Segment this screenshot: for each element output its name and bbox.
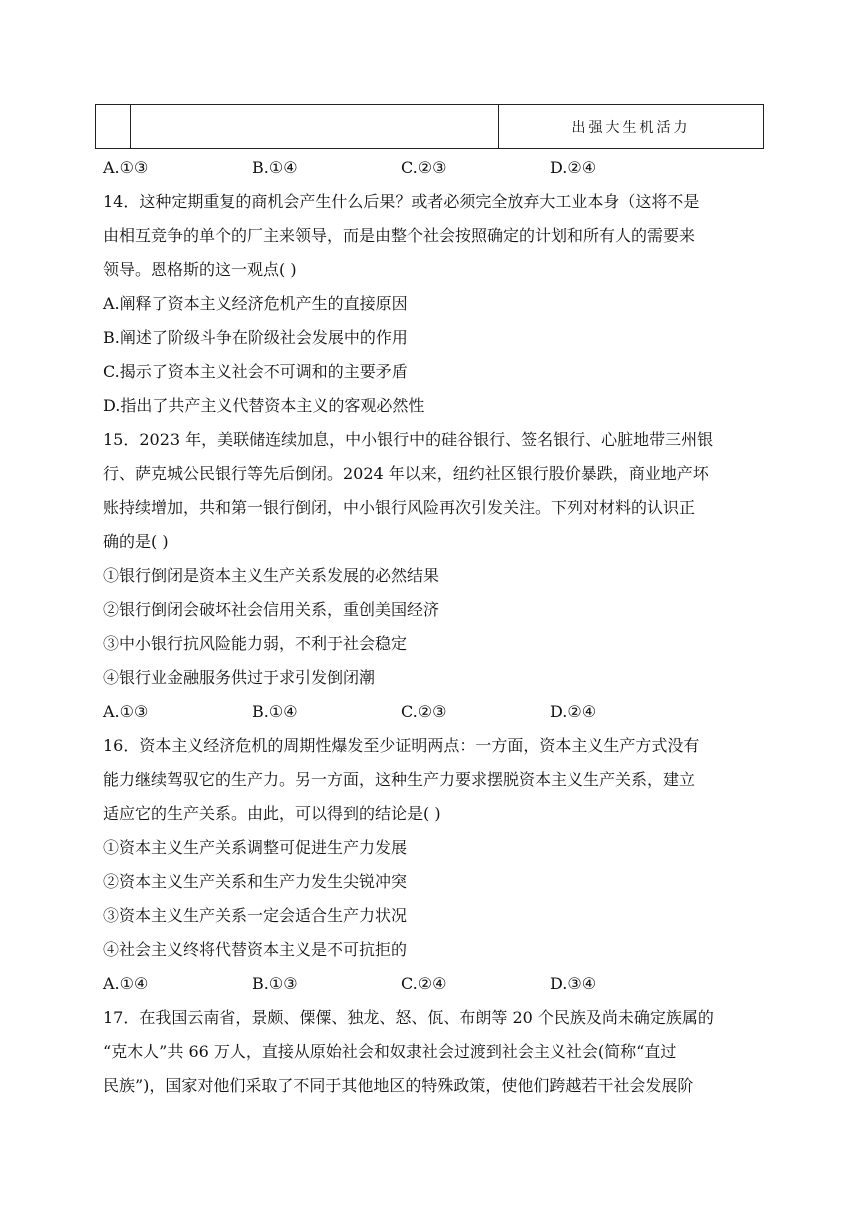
q15-options	[103, 695, 765, 729]
q14-choice-c: C.揭示了资本主义社会不可调和的主要矛盾	[103, 362, 408, 381]
q15-stem-line: 确的是( )	[103, 532, 169, 551]
q16-item: ③资本主义生产关系一定会适合生产力状况	[103, 906, 408, 925]
option-a: A.①③	[103, 702, 149, 721]
answer-table	[95, 104, 764, 149]
table-divider	[130, 105, 131, 148]
option-d: D.②④	[550, 158, 597, 177]
q14-choice-b: B.阐述了阶级斗争在阶级社会发展中的作用	[103, 328, 408, 347]
q16-stem-line: 16．资本主义经济危机的周期性爆发至少证明两点：一方面，资本主义生产方式没有	[103, 736, 700, 755]
option-d: D.②④	[550, 702, 597, 721]
q15-item: ④银行业金融服务供过于求引发倒闭潮	[103, 668, 376, 687]
q17-stem-line: 民族”)，国家对他们采取了不同于其他地区的特殊政策，使他们跨越若干社会发展阶	[103, 1076, 694, 1095]
option-a: A.①④	[103, 974, 149, 993]
q14-stem-line: 由相互竞争的单个的厂主来领导，而是由整个社会按照确定的计划和所有人的需要来	[103, 226, 696, 245]
option-b: B.①③	[252, 974, 298, 993]
question-content	[103, 151, 765, 1103]
q14-choice-d: D.指出了共产主义代替资本主义的客观必然性	[103, 396, 425, 415]
q16-stem-line: 能力继续驾驭它的生产力。另一方面，这种生产力要求摆脱资本主义生产关系，建立	[103, 770, 696, 789]
q15-stem-line: 账持续增加，共和第一银行倒闭，中小银行风险再次引发关注。下列对材料的认识正	[103, 498, 696, 517]
q15-item: ②银行倒闭会破坏社会信用关系，重创美国经济	[103, 600, 440, 619]
option-c: C.②④	[401, 974, 447, 993]
q15-item: ③中小银行抗风险能力弱，不利于社会稳定	[103, 634, 408, 653]
q14-stem-line: 领导。恩格斯的这一观点( )	[103, 260, 297, 279]
option-a: A.①③	[103, 158, 149, 177]
option-d: D.③④	[550, 974, 597, 993]
q15-item: ①银行倒闭是资本主义生产关系发展的必然结果	[103, 566, 440, 585]
option-b: B.①④	[252, 702, 298, 721]
q15-stem-line: 15．2023 年，美联储连续加息，中小银行中的硅谷银行、签名银行、心脏地带三州银	[103, 430, 714, 449]
q16-options	[103, 967, 765, 1001]
q17-stem-line: 17．在我国云南省，景颇、傈僳、独龙、怒、佤、布朗等 20 个民族及尚未确定族属的	[103, 1008, 714, 1027]
q16-item: ④社会主义终将代替资本主义是不可抗拒的	[103, 940, 408, 959]
q16-stem-line: 适应它的生产关系。由此，可以得到的结论是( )	[103, 804, 441, 823]
q14-stem-line: 14．这种定期重复的商机会产生什么后果？或者必须完全放弃大工业本身（这将不是	[103, 192, 700, 211]
q16-item: ②资本主义生产关系和生产力发生尖锐冲突	[103, 872, 408, 891]
option-b: B.①④	[252, 158, 298, 177]
option-c: C.②③	[401, 702, 447, 721]
q16-item: ①资本主义生产关系调整可促进生产力发展	[103, 838, 408, 857]
q14-choice-a: A.阐释了资本主义经济危机产生的直接原因	[103, 294, 408, 313]
q13-options	[103, 151, 765, 185]
option-c: C.②③	[401, 158, 447, 177]
q15-stem-line: 行、萨克城公民银行等先后倒闭。2024 年以来，纽约社区银行股价暴跌，商业地产坏	[103, 464, 709, 483]
q17-stem-line: “克木人”共 66 万人，直接从原始社会和奴隶社会过渡到社会主义社会(简称“直过	[103, 1042, 677, 1061]
table-cell: 出强大生机活力	[571, 119, 691, 136]
